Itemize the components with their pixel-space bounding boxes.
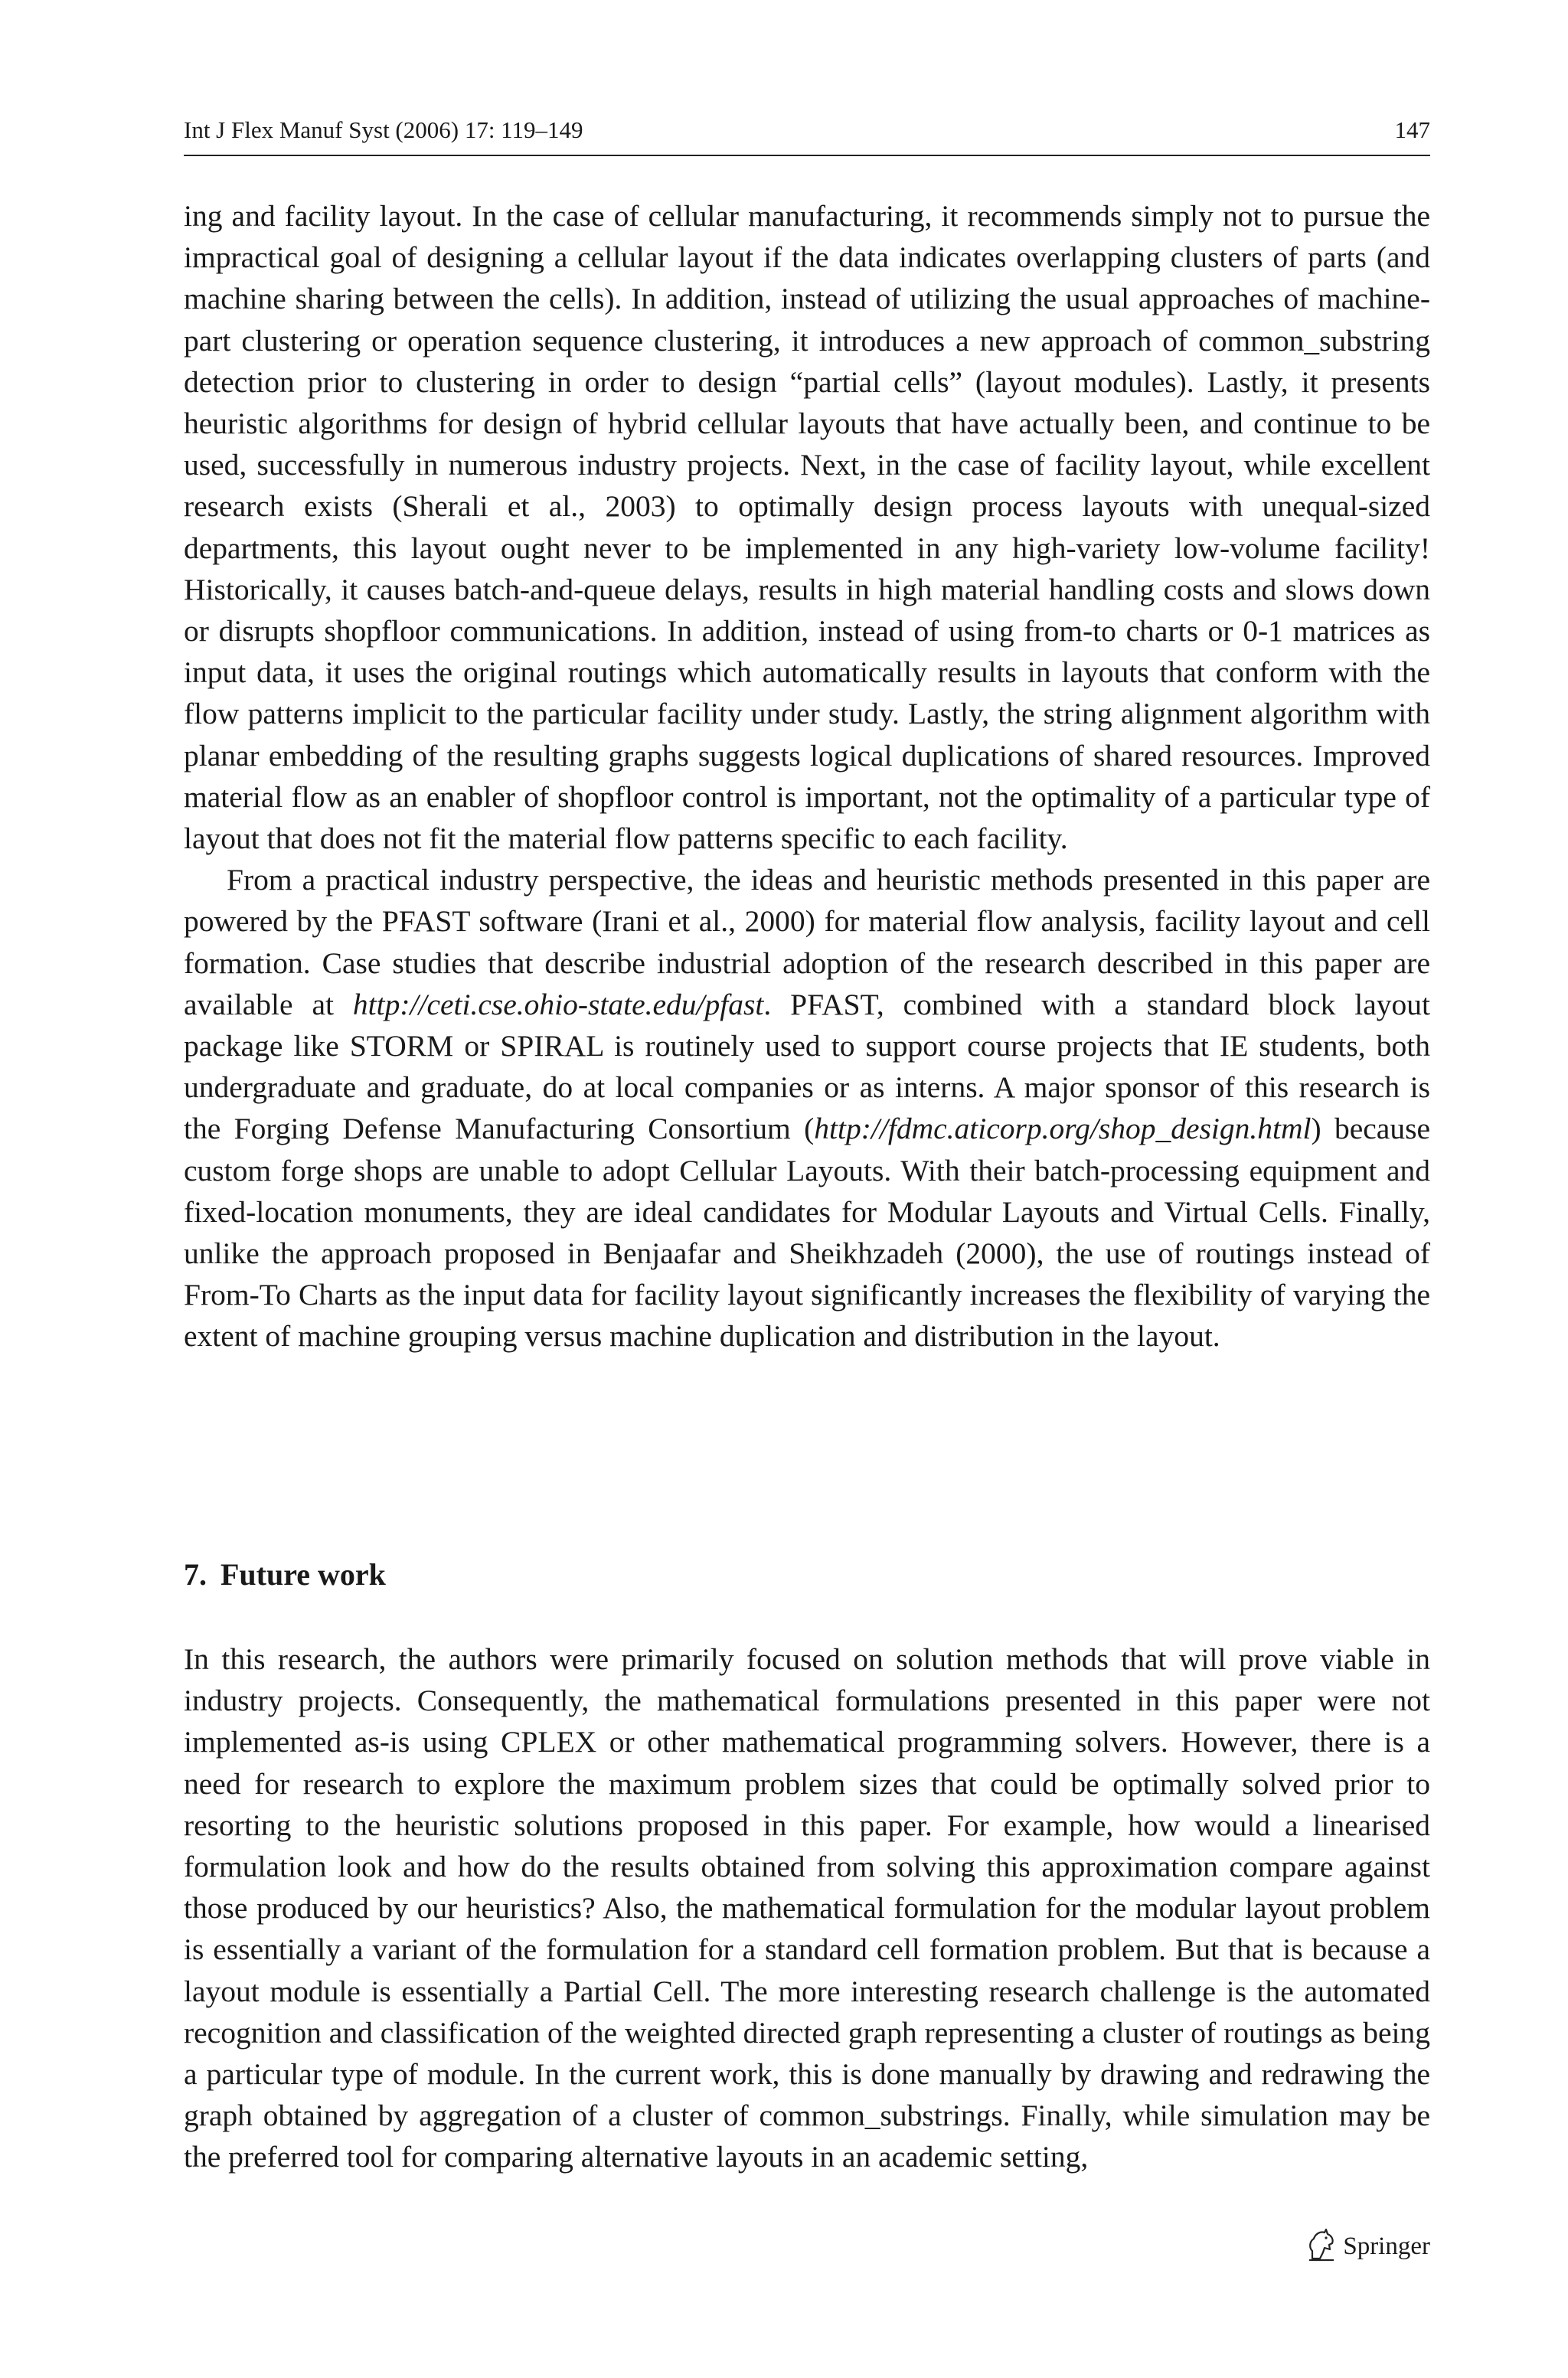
paragraph-text: . PFAST, combined with a standard block layout package like STORM or SPIRAL is routinely used to support course projects that IE students, both undergraduate and graduate, do at local companies or as interns. A major sponsor of this research is the Forging Defense Manufacturing Consortium ( [184,987,1430,1146]
springer-horse-icon [1306,2228,1337,2262]
paragraph-practical-perspective [184,859,1430,1357]
section-paragraph: In this research, the authors were primarily focused on solution methods that will prove viable in industry projects. Consequently, the mathematical formulations presented in this paper were not implemented as-is using CPLEX or other mathematical programming solvers. However, there is a need for research to explore the maximum problem sizes that could be optimally solved prior to resorting to the heuristic solutions proposed in this paper. For example, how would a linearised formulation look and how do the results obtained from solving this approximation compare against those produced by our heuristics? Also, the mathematical formulation for the modular layout problem is essentially a variant of the formulation for a standard cell formation problem. But that is because a layout module is essentially a Partial Cell. The more interesting research challenge is the automated recognition and classification of the weighted directed graph representing a cluster of routings as being a particular type of module. In the current work, this is done manually by drawing and redrawing the graph obtained by aggregation of a cluster of common_substrings. Finally, while simulation may be the preferred tool for comparing alternative layouts in an academic setting, [184,1642,1430,2174]
publisher-logo [1306,2228,1430,2262]
fdmc-url[interactable]: http://fdmc.aticorp.org/shop_design.html [814,1112,1312,1146]
page-number: 147 [1394,116,1430,143]
publisher-name: Springer [1343,2233,1430,2260]
paper-page [184,0,1430,2378]
section-heading [184,1554,386,1596]
section-number: 7. [184,1557,207,1592]
paragraph-text: ) because custom forge shops are unable to adopt Cellular Layouts. With their batch-processing equipment and fixed-location monuments, they are ideal candidates for Modular Layouts and Virtual Cells. Finally, unlike the approach proposed in Benjaafar and Sheikhzadeh (2000), the use of routings instead of From-To Charts as the input data for facility layout significantly increases the flexibility of varying the extent of machine grouping versus machine duplication and distribution in the layout. [184,1112,1430,1354]
journal-citation: Int J Flex Manuf Syst (2006) 17: 119–149 [184,116,583,143]
pfast-url[interactable]: http://ceti.cse.ohio-state.edu/pfast [352,987,764,1021]
paragraph-continued: ing and facility layout. In the case of cellular manufacturing, it recommends simply not to pursue the impractical goal of designing a cellular layout if the data indicates overlapping clusters of parts (and machine sharing between the cells). In addition, instead of utilizing the usual approaches of machine-part clustering or operation sequence clustering, it introduces a new approach of common_substring detection prior to clustering in order to design “partial cells” (layout modules). Lastly, it presents heuristic algorithms for design of hybrid cellular layouts that have actually been, and continue to be used, successfully in numerous industry projects. Next, in the case of facility layout, while excellent research exists (Sherali et al., 2003) to optimally design process layouts with unequal-sized departments, this layout ought never to be implemented in any high-variety low-volume facility! Historically, it causes batch-and-queue delays, results in high material handling costs and slows down or disrupts shopfloor communications. In addition, instead of using from-to charts or 0-1 matrices as input data, it uses the original routings which automatically results in layouts that conform with the flow patterns implicit to the particular facility under study. Lastly, the string alignment algorithm with planar embedding of the resulting graphs suggests logical duplications of shared resources. Improved material flow as an enabler of shopfloor control is important, not the optimality of a particular type of layout that does not fit the material flow patterns specific to each facility. [184,199,1430,856]
running-head [184,115,1430,156]
section-title: Future work [220,1557,386,1592]
body-text [184,195,1430,1357]
paragraph-text: From a practical industry perspective, the ideas and heuristic methods presented in this paper are powered by the PFAST software (Irani et al., 2000) for material flow analysis, facility layout and cell formation. Case studies that describe industrial adoption of the research described in this paper are available at [184,863,1430,1021]
